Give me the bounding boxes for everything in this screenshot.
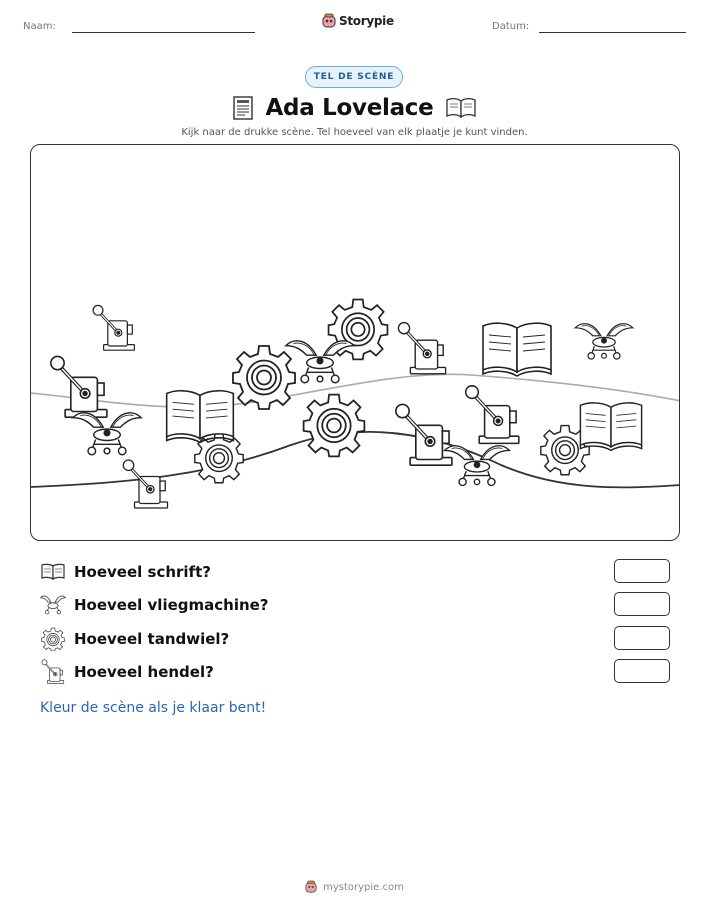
document-icon: [232, 95, 254, 121]
question-text: Hoeveel schrift?: [74, 563, 211, 581]
scene-flying-machine: [286, 341, 354, 383]
scene-book: [483, 323, 551, 376]
question-text: Hoeveel tandwiel?: [74, 630, 230, 648]
scene-book: [580, 403, 641, 451]
answer-box-flying-machine[interactable]: [614, 592, 670, 616]
name-label: Naam:: [23, 21, 56, 32]
scene-gear: [233, 346, 295, 409]
date-label: Datum:: [492, 21, 530, 32]
flying-machine-icon: [40, 592, 66, 618]
scene-flying-machine: [445, 446, 510, 486]
name-line[interactable]: [72, 32, 255, 33]
question-row-gear: [40, 626, 670, 652]
footer-url[interactable]: mystorypie.com: [323, 881, 404, 893]
page-title: Ada Lovelace: [265, 95, 434, 121]
question-text: Hoeveel hendel?: [74, 663, 214, 681]
activity-badge: TEL DE SCÈNE: [305, 66, 403, 88]
gear-icon: [40, 626, 66, 652]
lever-icon: [40, 659, 66, 685]
question-text: Hoeveel vliegmachine?: [74, 596, 269, 614]
answer-box-gear[interactable]: [614, 626, 670, 650]
book-icon: [40, 559, 66, 585]
footer: [0, 880, 709, 894]
date-line[interactable]: [539, 32, 686, 33]
answer-box-book[interactable]: [614, 559, 670, 583]
coloring-instruction: Kleur de scène als je klaar bent!: [40, 700, 267, 716]
scene-lever: [398, 323, 445, 374]
scene-lever: [51, 356, 107, 417]
open-book-icon: [445, 96, 477, 120]
scene-flying-machine: [575, 324, 633, 359]
scene-lever: [466, 386, 519, 444]
brand-logo: [322, 13, 394, 29]
brand-name: Storypie: [339, 14, 394, 28]
question-row-lever: [40, 659, 670, 685]
scene-book: [167, 391, 234, 443]
instructions: Kijk naar de drukke scène. Tel hoeveel van elk plaatje je kunt vinden.: [181, 127, 528, 138]
question-row-book: [40, 559, 670, 585]
storypie-mascot-icon: [322, 13, 336, 29]
title-row: [0, 91, 709, 125]
answer-box-lever[interactable]: [614, 659, 670, 683]
storypie-mascot-icon: [305, 880, 317, 894]
scene-lever: [123, 460, 167, 508]
scene-flying-machine: [73, 413, 141, 455]
question-row-flying-machine: [40, 592, 670, 618]
scene-lever: [93, 305, 134, 350]
scene-gear: [304, 395, 365, 457]
counting-scene[interactable]: [30, 144, 680, 541]
